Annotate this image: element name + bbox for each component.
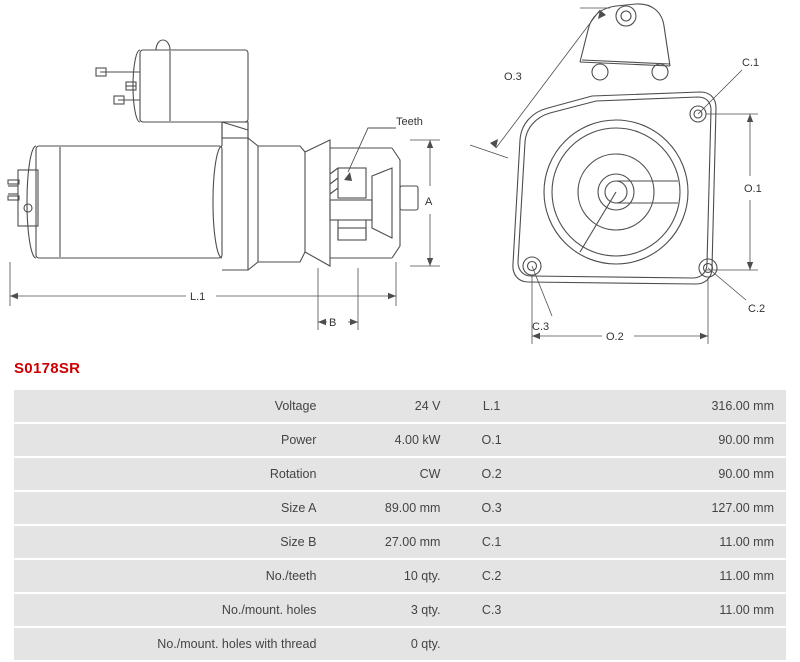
spec-label: No./mount. holes with thread	[14, 627, 328, 661]
teeth-leader-line	[344, 128, 396, 181]
spec-value: 10 qty.	[328, 559, 452, 593]
dim-label	[452, 627, 530, 661]
spec-label: Rotation	[14, 457, 328, 491]
dim-value: 11.00 mm	[531, 559, 786, 593]
dim-value: 90.00 mm	[531, 457, 786, 491]
dim-label: L.1	[452, 390, 530, 423]
table-row	[14, 593, 786, 627]
dim-o3-label: O.3	[504, 71, 522, 83]
dim-value: 127.00 mm	[531, 491, 786, 525]
spec-value: 3 qty.	[328, 593, 452, 627]
spec-value: CW	[328, 457, 452, 491]
hole-c1-label: C.1	[742, 57, 760, 69]
starter-front-view-drawing	[460, 0, 800, 358]
spec-value: 0 qty.	[328, 627, 452, 661]
dim-label: C.1	[452, 525, 530, 559]
table-row	[14, 627, 786, 661]
table-row	[14, 559, 786, 593]
dim-label: O.3	[452, 491, 530, 525]
dimension-o3	[470, 8, 610, 158]
dim-value: 316.00 mm	[531, 390, 786, 423]
part-number-title: S0178SR	[14, 360, 81, 377]
dim-l1-label: L.1	[190, 291, 206, 303]
table-row	[14, 525, 786, 559]
table-row	[14, 457, 786, 491]
dim-o1-label: O.1	[744, 183, 762, 195]
dim-label: O.2	[452, 457, 530, 491]
spec-label: Size A	[14, 491, 328, 525]
starter-side-view-drawing	[0, 0, 460, 358]
spec-label: Size B	[14, 525, 328, 559]
spec-label: Power	[14, 423, 328, 457]
table-row	[14, 491, 786, 525]
hole-c3-label: C.3	[532, 321, 550, 333]
spec-label: No./mount. holes	[14, 593, 328, 627]
spec-value: 4.00 kW	[328, 423, 452, 457]
spec-value: 27.00 mm	[328, 525, 452, 559]
dim-a-label: A	[425, 196, 433, 208]
teeth-label: Teeth	[396, 116, 423, 128]
table-row	[14, 423, 786, 457]
dim-value: 11.00 mm	[531, 525, 786, 559]
dim-label: C.3	[452, 593, 530, 627]
table-row	[14, 390, 786, 423]
dim-b-label: B	[329, 317, 337, 329]
spec-label: Voltage	[14, 390, 328, 423]
dim-value: 90.00 mm	[531, 423, 786, 457]
dim-label: C.2	[452, 559, 530, 593]
spec-label: No./teeth	[14, 559, 328, 593]
dim-o2-label: O.2	[606, 331, 624, 343]
specifications-table	[14, 390, 786, 662]
dim-value: 11.00 mm	[531, 593, 786, 627]
hole-c2-label: C.2	[748, 303, 766, 315]
dim-label: O.1	[452, 423, 530, 457]
dim-value	[531, 627, 786, 661]
dimension-b	[318, 268, 358, 330]
spec-value: 24 V	[328, 390, 452, 423]
spec-value: 89.00 mm	[328, 491, 452, 525]
